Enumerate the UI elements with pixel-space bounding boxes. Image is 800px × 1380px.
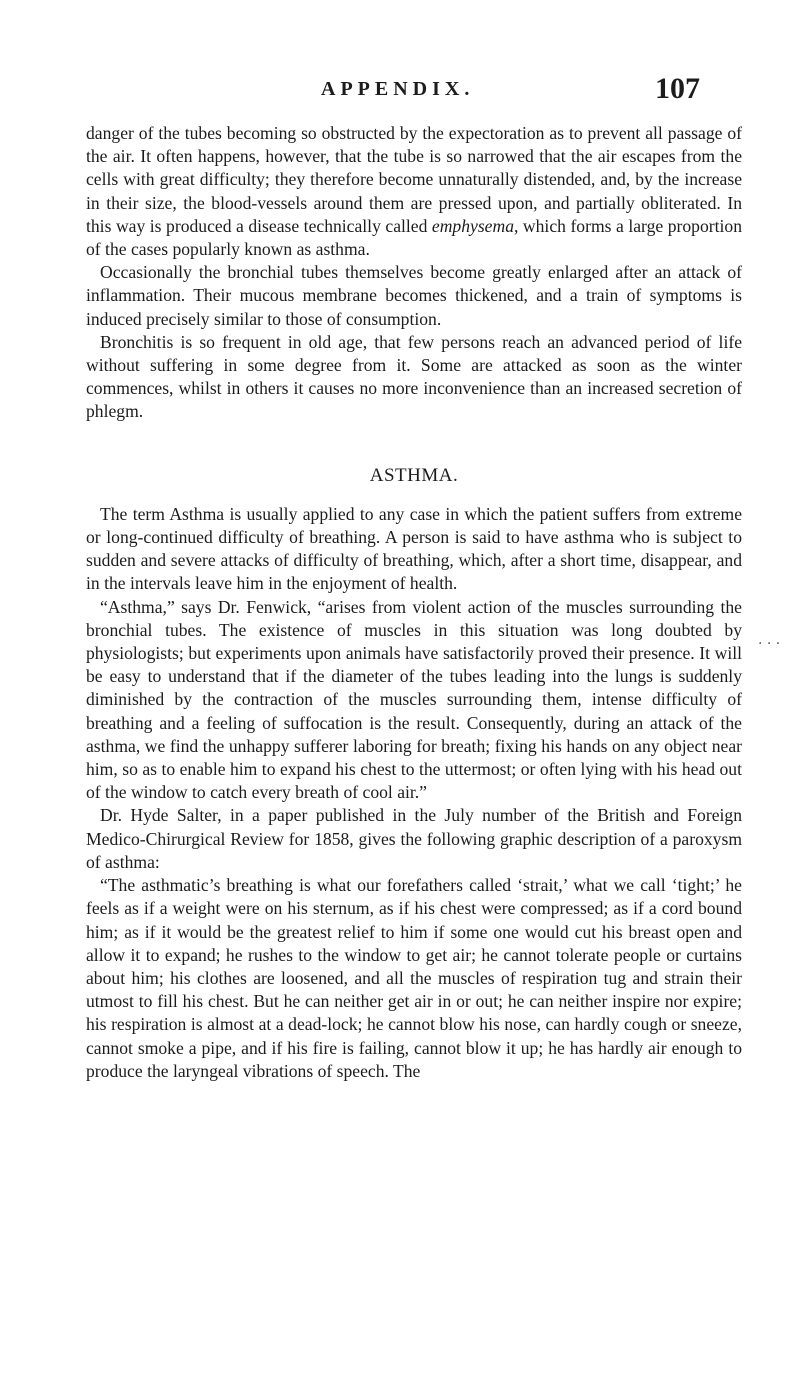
paragraph-salter-intro: Dr. Hyde Salter, in a paper published in the July number of the British and Foreign Medico-Chirurgical Review for 1858, gives the following graphic description of a paroxysm of asthma: [86, 805, 742, 872]
paragraph-bronchitis-old-age: Bronchitis is so frequent in old age, that few persons reach an advanced period of life without suffering in some degree from it. Some are attacked as soon as the winter commences, whilst in others it causes no more inconvenience than an increased secretion of phlegm. [86, 331, 742, 422]
paragraph-bronchial-enlargement: Occasionally the bronchial tubes themselves become greatly enlarged after an attack of inflammation. Their mucous membrane becomes thickened, and a train of symptoms is induced precisely similar to those of consumption. [86, 262, 742, 329]
paragraph-emphysema: danger of the tubes becoming so obstructed by the expectoration as to prevent all passage of the air. It often happens, however, that the tube is so narrowed that the air escapes from the cells with great difficulty; they therefore become unnaturally distended, and, by the increase in their size, the blood-vessels around them are pressed upon, and partially obliterated. In this way is produced a disease technically called emphysema, which forms a large proportion of the cases popularly known as asthma. [86, 123, 742, 260]
paragraph-paroxysm-description: “The asthmatic’s breathing is what our forefathers called ‘strait,’ what we call ‘tight;’ he feels as if a weight were on his sternum, as if his chest were compressed; as if a cord bound him; as if it would be the greatest relief to him if some one would cut his breast open and allow it to expand; he rushes to the window to get air; he cannot tolerate people or curtains about him; his clothes are loosened, and all the muscles of respiration tug and strain their utmost to fill his chest. But he can neither get air in or out; he can neither inspire nor expire; his respiration is almost at a dead-lock; he cannot blow his nose, can hardly cough or sneeze, cannot smoke a pipe, and if his fire is failing, cannot blow it up; he has hardly air enough to produce the laryngeal vibrations of speech. The [86, 875, 742, 1081]
margin-mark: . . . [758, 632, 781, 648]
running-title: APPENDIX. [321, 78, 475, 100]
body-text [86, 122, 742, 1083]
paragraph-asthma-definition: The term Asthma is usually applied to any case in which the patient suffers from extreme or long-continued difficulty of breathing. A person is said to have asthma who is subject to sudden and severe attacks of difficulty of breathing, which, after a short time, disappear, and in the intervals leave him in the enjoyment of health. [86, 503, 742, 594]
section-heading: ASTHMA. [369, 464, 459, 486]
page-number: 107 [655, 72, 700, 105]
emphasis-term: emphysema [431, 215, 514, 236]
paragraph-fenwick-quote: “Asthma,” says Dr. Fenwick, “arises from violent action of the muscles surrounding the bronchial tubes. The existence of muscles in this situation was long doubted by physiologists; but experiments upon animals have satisfactorily proved their presence. It will be easy to understand that if the diameter of the tubes leading into the lungs is suddenly diminished by the contraction of the muscles surrounding them, intense difficulty of breathing and a feeling of suffocation is the result. Consequently, during an attack of the asthma, we find the unhappy sufferer laboring for breath; fixing his hands on any object near him, so as to enable him to expand his chest to the uttermost; or often lying with his head out of the window to catch every breath of cool air.” [86, 596, 742, 803]
running-head [0, 72, 800, 116]
